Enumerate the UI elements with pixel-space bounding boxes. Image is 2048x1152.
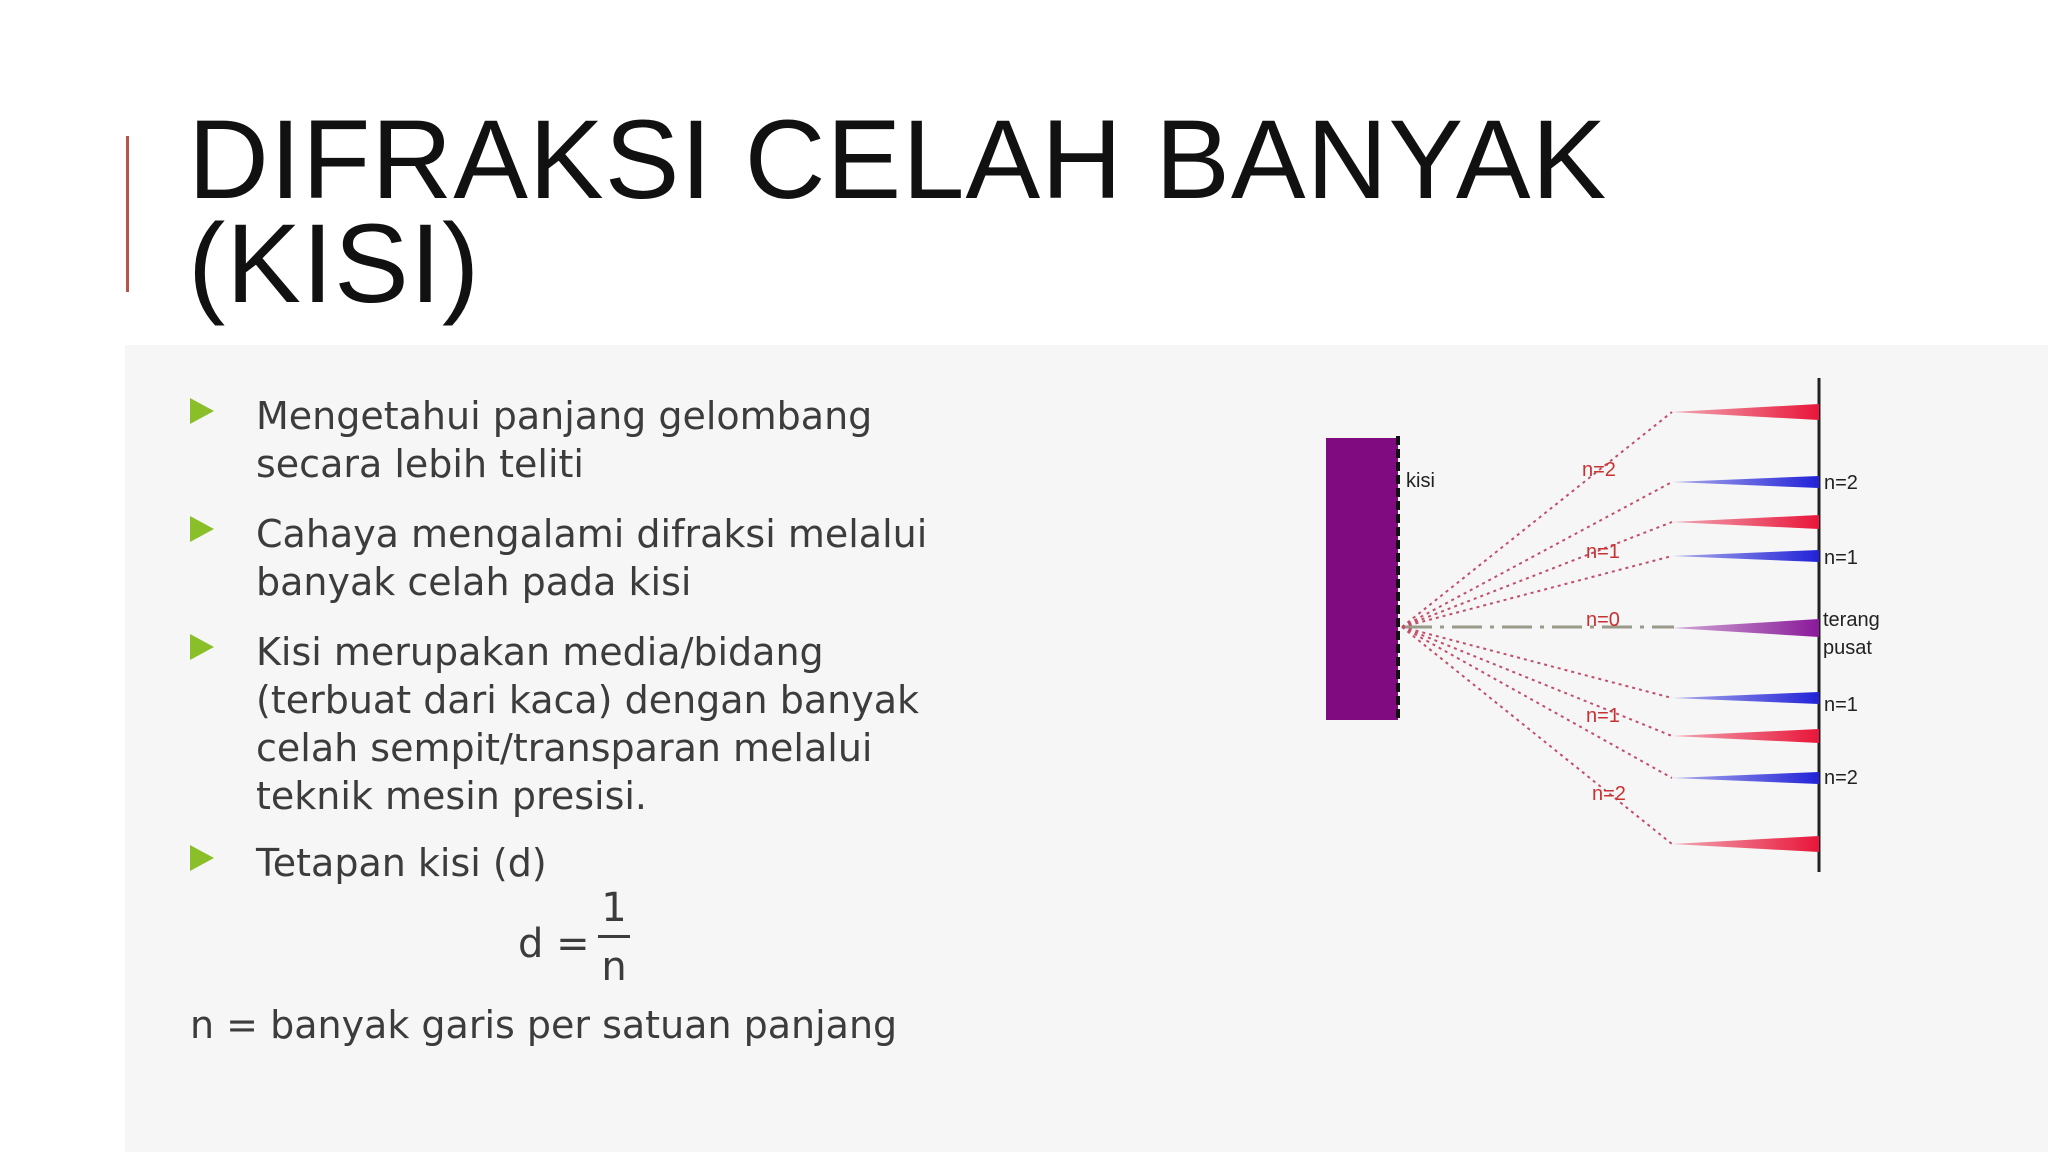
ray-label-upper-2: n=2	[1582, 459, 1616, 481]
screen-label-central-1: terang	[1823, 609, 1880, 631]
fringe-red	[1672, 836, 1819, 852]
fraction-bar	[598, 935, 630, 938]
bullet-text: Cahaya mengalami difraksi melalui banyak celah pada kisi	[256, 512, 928, 604]
bullet-arrow-icon	[190, 634, 214, 660]
formula-denominator: n	[601, 944, 627, 990]
title-line-2: (KISI)	[188, 201, 481, 326]
bullet-text: Mengetahui panjang gelombang secara lebih teliti	[256, 394, 873, 486]
fringe-red	[1672, 729, 1819, 743]
bullet-arrow-icon	[190, 398, 214, 424]
screen-label-central-2: pusat	[1823, 637, 1872, 659]
slide-title	[188, 97, 1688, 326]
fringe-blue	[1672, 772, 1819, 784]
formula-fraction	[598, 885, 630, 990]
screen-label-upper-2: n=2	[1824, 472, 1858, 494]
formula-numerator: 1	[601, 885, 627, 931]
screen-label-upper-1: n=1	[1824, 547, 1858, 569]
bullet-text: Kisi merupakan media/bidang (terbuat dari kaca) dengan banyak celah sempit/transparan melalui teknik mesin presisi.	[256, 630, 919, 818]
bullet-text: Tetapan kisi (d)	[256, 841, 547, 885]
fringe-blue	[1672, 550, 1819, 562]
fringe-central	[1672, 619, 1819, 637]
ray-label-lower-2: n=2	[1592, 783, 1626, 805]
ray-label-upper-1: n=1	[1586, 541, 1620, 563]
formula-lhs: d =	[518, 921, 590, 967]
screen-label-lower-1: n=1	[1824, 694, 1858, 716]
title-line-1: DIFRAKSI CELAH BANYAK	[188, 97, 1608, 222]
screen-label-lower-2: n=2	[1824, 767, 1858, 789]
fringe-blue	[1672, 476, 1819, 488]
grating-label: kisi	[1406, 470, 1435, 492]
title-accent-bar	[126, 136, 129, 292]
fringe-red	[1672, 515, 1819, 529]
grating-block	[1326, 438, 1398, 720]
bullet-arrow-icon	[190, 516, 214, 542]
grating-diffraction-diagram	[1290, 360, 1910, 890]
ray-label-lower-1: n=1	[1586, 705, 1620, 727]
fringe-red	[1672, 404, 1819, 420]
bullet-arrow-icon	[190, 845, 214, 871]
fringe-blue	[1672, 692, 1819, 704]
definition-note: n = banyak garis per satuan panjang	[190, 1003, 898, 1047]
ray-label-center: n=0	[1586, 609, 1620, 631]
